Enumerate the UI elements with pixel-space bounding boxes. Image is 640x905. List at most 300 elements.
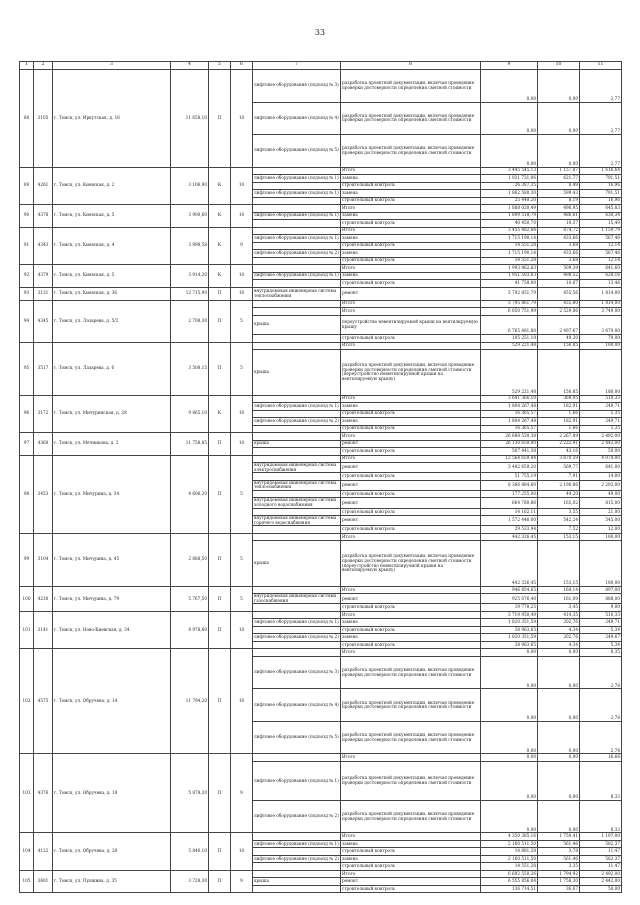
work-type: строительный контроль: [341, 197, 481, 205]
cost-total: 14 551,28: [481, 257, 538, 265]
max-unit-cost: 582,37: [580, 855, 622, 863]
row-number: 91: [20, 227, 34, 265]
work-type: разработка проектной документации, включая проведение проверки достоверности определения сметной стоимости: [341, 135, 481, 168]
house-id: 3172: [34, 395, 53, 433]
unit-cost: 164,14: [538, 586, 580, 594]
cost-total: 0,00: [481, 721, 538, 754]
max-unit-cost: 815,00: [580, 498, 622, 508]
cost-total: 8 366 884,60: [481, 480, 538, 490]
work-type: Итого: [341, 455, 481, 463]
unit-cost: 43,16: [538, 448, 580, 456]
floor-count: 10: [231, 167, 253, 205]
work-type: разработка проектной документации, включая проведение проверки достоверности определения сметной стоимости (переустройство невентилируемой крыши на вентилируемую крышу): [341, 541, 481, 587]
floor-count: 10: [231, 395, 253, 433]
table-row: [20, 287, 622, 300]
work-type: строительный контроль: [341, 626, 481, 634]
engineering-system: [253, 586, 341, 594]
unit-cost: 1 750,41: [538, 833, 580, 841]
cost-total: 26 130 659,00: [481, 440, 538, 448]
work-type: замена: [341, 855, 481, 863]
engineering-system: лифтовое оборудование (подъезд № 4): [253, 102, 341, 135]
house-address: г. Томск, ул. Мичурина, д. 79: [53, 586, 171, 611]
cost-total: 25 440,20: [481, 197, 538, 205]
engineering-system: [253, 227, 341, 235]
house-id: 3141: [34, 611, 53, 649]
work-type: разработка проектной документации, включая проведение проверки достоверности определения сметной стоимости: [341, 70, 481, 103]
wall-material: П: [209, 586, 231, 611]
engineering-system: [253, 870, 341, 878]
register-table-body: [20, 62, 622, 893]
max-unit-cost: 16,96: [580, 182, 622, 190]
max-unit-cost: 2,78: [580, 689, 622, 722]
cost-total: 442 326,45: [481, 533, 538, 541]
cost-total: 0,00: [481, 689, 538, 722]
cost-total: 14 551,28: [481, 863, 538, 871]
max-unit-cost: 2,77: [580, 102, 622, 135]
work-type: замена: [341, 250, 481, 258]
work-type: разработка проектной документации, включая проведение проверки достоверности определения сметной стоимости: [341, 721, 481, 754]
max-unit-cost: 3 749,00: [580, 308, 622, 316]
house-id: 4360: [34, 433, 53, 456]
unit-cost: 1 758,30: [538, 878, 580, 886]
engineering-system: [253, 848, 341, 856]
max-unit-cost: 11,47: [580, 848, 622, 856]
engineering-system: [253, 280, 341, 288]
max-unit-cost: 4 074,00: [580, 455, 622, 463]
table-row: [20, 227, 622, 235]
column-number: 7: [253, 62, 341, 70]
row-number: 97: [20, 433, 34, 456]
cost-total: 1 951 503,63: [481, 272, 538, 280]
column-number: 5: [209, 62, 231, 70]
max-unit-cost: 1 814,00: [580, 300, 622, 308]
engineering-system: [253, 425, 341, 433]
house-area: 3 728,30: [171, 870, 209, 893]
work-type: замена: [341, 190, 481, 198]
work-type: ремонт: [341, 878, 481, 886]
work-type: строительный контроль: [341, 848, 481, 856]
unit-cost: 153,15: [538, 533, 580, 541]
engineering-system: лифтовое оборудование (подъезд № 1): [253, 272, 341, 280]
row-number: 100: [20, 586, 34, 611]
cost-total: 0,00: [481, 135, 538, 168]
engineering-system: лифтовое оборудование (подъезд № 4): [253, 689, 341, 722]
house-area: 3 106,90: [171, 167, 209, 205]
max-unit-cost: 2,77: [580, 70, 622, 103]
unit-cost: 496,95: [538, 205, 580, 213]
wall-material: П: [209, 833, 231, 871]
max-unit-cost: 8,33: [580, 761, 622, 800]
unit-cost: 3,55: [538, 508, 580, 516]
wall-material: П: [209, 287, 231, 300]
engineering-system: [253, 257, 341, 265]
house-address: г. Томск, ул. Мичуринская, д. 28: [53, 395, 171, 433]
engineering-system: [253, 833, 341, 841]
engineering-system: [253, 342, 341, 350]
max-unit-cost: 180,00: [580, 350, 622, 396]
table-row: [20, 70, 622, 103]
work-type: Итого: [341, 300, 481, 308]
cost-total: 14 881,28: [481, 848, 538, 856]
house-id: 4261: [34, 167, 53, 205]
house-address: г. Томск, ул. Обручева, д. 14: [53, 649, 171, 754]
cost-total: 0,00: [481, 761, 538, 800]
house-area: 8 978,60: [171, 611, 209, 649]
max-unit-cost: 641,60: [580, 265, 622, 273]
engineering-system: лифтовое оборудование (подъезд № 3): [253, 70, 341, 103]
work-type: строительный контроль: [341, 220, 481, 228]
house-id: 3104: [34, 533, 53, 586]
work-type: замена: [341, 272, 481, 280]
unit-cost: 433,66: [538, 250, 580, 258]
engineering-system: [253, 626, 341, 634]
floor-count: 10: [231, 265, 253, 288]
floor-count: 9: [231, 227, 253, 265]
engineering-system: [253, 455, 341, 463]
engineering-system: [253, 508, 341, 516]
engineering-system: лифтовое оборудование (подъезд № 2): [253, 800, 341, 833]
table-row: [20, 342, 622, 350]
house-address: г. Томск, ул. Обручева, д. 20: [53, 833, 171, 871]
cost-total: 26 387,35: [481, 182, 538, 190]
unit-cost: 10,37: [538, 220, 580, 228]
cost-total: 5 792 851,79: [481, 287, 538, 300]
max-unit-cost: 2 292,00: [580, 480, 622, 490]
row-number: 105: [20, 870, 34, 893]
max-unit-cost: 897,00: [580, 586, 622, 594]
floor-count: 9: [231, 870, 253, 893]
engineering-system: внутридомовая инженерная система горячего водоснабжения: [253, 516, 341, 526]
unit-cost: 455,56: [538, 287, 580, 300]
work-type: Итого: [341, 227, 481, 235]
work-type: строительный контроль: [341, 490, 481, 498]
column-number: 10: [538, 62, 580, 70]
unit-cost: 44,20: [538, 490, 580, 498]
floor-count: 5: [231, 342, 253, 395]
max-unit-cost: 2,77: [580, 135, 622, 168]
cost-total: 3 641 366,10: [481, 395, 538, 403]
max-unit-cost: 180,00: [580, 342, 622, 350]
cost-total: 6 555 856,04: [481, 878, 538, 886]
house-area: 12 715,90: [171, 287, 209, 300]
unit-cost: 2 190,86: [538, 480, 580, 490]
unit-cost: 561,46: [538, 840, 580, 848]
max-unit-cost: 567,46: [580, 235, 622, 243]
cost-total: 29 533,94: [481, 526, 538, 534]
unit-cost: 599,43: [538, 190, 580, 198]
row-number: 89: [20, 167, 34, 205]
house-area: 11 758,85: [171, 433, 209, 456]
house-area: 2 708,30: [171, 300, 209, 342]
work-type: Итого: [341, 870, 481, 878]
unit-cost: 150,85: [538, 350, 580, 396]
cost-total: 6 850 751,99: [481, 308, 538, 316]
max-unit-cost: 13,46: [580, 280, 622, 288]
work-type: ремонт: [341, 480, 481, 490]
work-type: разработка проектной документации, включая проведение проверки достоверности определения сметной стоимости: [341, 689, 481, 722]
work-type: строительный контроль: [341, 280, 481, 288]
max-unit-cost: 15,49: [580, 220, 622, 228]
work-type: переустройство невентилируемой крыши на вентилируемую крышу: [341, 315, 481, 335]
house-address: г. Томск, ул. Пушкина, д. 35: [53, 870, 171, 893]
wall-material: П: [209, 300, 231, 342]
floor-count: 5: [231, 300, 253, 342]
unit-cost: 2 222,91: [538, 440, 580, 448]
house-area: 11 658,10: [171, 70, 209, 168]
work-type: строительный контроль: [341, 526, 481, 534]
work-type: ремонт: [341, 498, 481, 508]
house-id: 3601: [34, 870, 53, 893]
cost-total: 0,00: [481, 649, 538, 657]
unit-cost: 2 267,89: [538, 433, 580, 441]
house-id: 4575: [34, 649, 53, 754]
max-unit-cost: 14,00: [580, 473, 622, 481]
row-number: 104: [20, 833, 34, 871]
wall-material: К: [209, 205, 231, 228]
work-type: строительный контроль: [341, 410, 481, 418]
max-unit-cost: 791,51: [580, 175, 622, 183]
house-id: 4379: [34, 265, 53, 288]
floor-count: 10: [231, 649, 253, 754]
floor-count: 5: [231, 455, 253, 533]
cost-total: 2 160 511,50: [481, 840, 538, 848]
house-address: г. Томск, ул. Ново-Киевская, д. 34: [53, 611, 171, 649]
house-id: 4345: [34, 300, 53, 342]
house-area: 9 865,10: [171, 395, 209, 433]
unit-cost: 1 794,92: [538, 870, 580, 878]
max-unit-cost: 12,14: [580, 257, 622, 265]
max-unit-cost: 2 442,00: [580, 440, 622, 448]
work-type: разработка проектной документации, включая проведение проверки достоверности определения сметной стоимости: [341, 800, 481, 833]
cost-total: 16 365,57: [481, 410, 538, 418]
unit-cost: 569,77: [538, 463, 580, 473]
max-unit-cost: 791,51: [580, 190, 622, 198]
house-area: 5 767,50: [171, 586, 209, 611]
max-unit-cost: 545,00: [580, 516, 622, 526]
house-id: 3131: [34, 287, 53, 300]
engineering-system: внутридомовая инженерная система холодного водоснабжения: [253, 498, 341, 508]
max-unit-cost: 21,00: [580, 508, 622, 516]
cost-total: 0,00: [481, 754, 538, 762]
max-unit-cost: 641,00: [580, 463, 622, 473]
work-type: разработка проектной документации, включая проведение проверки достоверности определения сметной стоимости: [341, 761, 481, 800]
table-row: [20, 611, 622, 619]
work-type: Итого: [341, 167, 481, 175]
house-address: г. Томск, ул. Обручева, д. 18: [53, 754, 171, 833]
unit-cost: 0,00: [538, 761, 580, 800]
engineering-system: [253, 265, 341, 273]
max-unit-cost: 630,34: [580, 212, 622, 220]
engineering-system: [253, 205, 341, 213]
work-type: Итого: [341, 308, 481, 316]
engineering-system: [253, 641, 341, 649]
table-row: [20, 870, 622, 878]
unit-cost: 2 529,86: [538, 308, 580, 316]
work-type: Итого: [341, 754, 481, 762]
house-address: г. Томск, ул. Лазарева, д. 5/2: [53, 300, 171, 342]
unit-cost: 561,46: [538, 855, 580, 863]
wall-material: П: [209, 754, 231, 833]
max-unit-cost: 79,00: [580, 335, 622, 343]
engineering-system: [253, 863, 341, 871]
table-row: [20, 265, 622, 273]
work-type: Итого: [341, 395, 481, 403]
column-number: 8: [341, 62, 481, 70]
work-type: разработка проектной документации, включая проведение проверки достоверности определения сметной стоимости: [341, 656, 481, 689]
unit-cost: 0,00: [538, 721, 580, 754]
engineering-system: лифтовое оборудование (подъезд № 1): [253, 235, 341, 243]
engineering-system: лифтовое оборудование (подъезд № 1): [253, 212, 341, 220]
engineering-system: лифтовое оборудование (подъезд № 1): [253, 840, 341, 848]
cost-total: 1 820 351,59: [481, 619, 538, 627]
cost-total: 1 804 267,48: [481, 403, 538, 411]
house-address: г. Томск, ул. Лазарева, д. 6: [53, 342, 171, 395]
cost-total: 26 688 530,38: [481, 433, 538, 441]
work-type: ремонт: [341, 516, 481, 526]
max-unit-cost: 510,33: [580, 611, 622, 619]
work-type: строительный контроль: [341, 448, 481, 456]
row-number: 95: [20, 342, 34, 395]
wall-material: П: [209, 870, 231, 893]
house-area: 5 840,10: [171, 833, 209, 871]
engineering-system: лифтовое оборудование (подъезд № 1): [253, 619, 341, 627]
floor-count: 10: [231, 833, 253, 871]
unit-cost: 3,45: [538, 604, 580, 612]
engineering-system: [253, 611, 341, 619]
engineering-system: лифтовое оборудование (подъезд № 2): [253, 250, 341, 258]
column-number: 3: [53, 62, 171, 70]
cost-total: 19 778,25: [481, 604, 538, 612]
work-type: замена: [341, 634, 481, 642]
work-type: строительный контроль: [341, 604, 481, 612]
max-unit-cost: 11,47: [580, 863, 622, 871]
house-address: г. Томск, ул. Мичурина, д. 34: [53, 455, 171, 533]
unit-cost: 455,80: [538, 300, 580, 308]
cost-total: 38 963,65: [481, 626, 538, 634]
wall-material: К: [209, 395, 231, 433]
work-type: Итого: [341, 586, 481, 594]
work-type: Итого: [341, 433, 481, 441]
engineering-system: лифтовое оборудование (подъезд № 5): [253, 135, 341, 168]
house-area: 3 998,58: [171, 227, 209, 265]
page-number: 33: [314, 28, 326, 37]
unit-cost: 3,68: [538, 257, 580, 265]
work-type: Итого: [341, 611, 481, 619]
cost-total: 0,00: [481, 800, 538, 833]
house-id: 4376: [34, 754, 53, 833]
max-unit-cost: 1 159,79: [580, 227, 622, 235]
cost-total: 1 820 351,59: [481, 634, 538, 642]
unit-cost: 202,76: [538, 619, 580, 627]
max-unit-cost: 249,71: [580, 403, 622, 411]
work-type: Итого: [341, 833, 481, 841]
engineering-system: [253, 395, 341, 403]
house-id: 3453: [34, 455, 53, 533]
cost-total: 5 795 861,79: [481, 300, 538, 308]
work-type: ремонт: [341, 440, 481, 448]
column-number: 1: [20, 62, 34, 70]
work-type: строительный контроль: [341, 335, 481, 343]
engineering-system: [253, 473, 341, 481]
cost-total: 529 221,48: [481, 350, 538, 396]
unit-cost: 0,00: [538, 102, 580, 135]
unit-cost: 486,61: [538, 212, 580, 220]
engineering-system: [253, 167, 341, 175]
engineering-system: [253, 448, 341, 456]
house-area: 5 878,20: [171, 754, 209, 833]
work-type: строительный контроль: [341, 425, 481, 433]
unit-cost: 0,00: [538, 70, 580, 103]
floor-count: 10: [231, 611, 253, 649]
cost-total: 925 076,40: [481, 594, 538, 604]
max-unit-cost: 249,71: [580, 619, 622, 627]
work-type: строительный контроль: [341, 242, 481, 250]
engineering-system: лифтовое оборудование (подъезд № 2): [253, 634, 341, 642]
unit-cost: 542,24: [538, 516, 580, 526]
column-number: 11: [580, 62, 622, 70]
house-id: 3517: [34, 342, 53, 395]
house-area: 3 508,15: [171, 342, 209, 395]
max-unit-cost: 249,67: [580, 634, 622, 642]
row-number: 101: [20, 611, 34, 649]
work-type: замена: [341, 235, 481, 243]
max-unit-cost: 628,16: [580, 272, 622, 280]
table-row: [20, 433, 622, 441]
engineering-system: [253, 604, 341, 612]
wall-material: П: [209, 649, 231, 754]
engineering-system: [253, 182, 341, 190]
unit-cost: 150,85: [538, 342, 580, 350]
unit-cost: 153,15: [538, 541, 580, 587]
work-type: Итого: [341, 265, 481, 273]
cost-total: 3 445 545,13: [481, 167, 538, 175]
cost-total: 1 862 580,30: [481, 190, 538, 198]
table-row: [20, 205, 622, 213]
engineering-system: [253, 308, 341, 316]
column-number-row: [20, 62, 622, 70]
floor-count: 10: [231, 287, 253, 300]
wall-material: К: [209, 265, 231, 288]
engineering-system: лифтовое оборудование (подъезд № 1): [253, 761, 341, 800]
floor-count: 5: [231, 533, 253, 586]
floor-count: 10: [231, 433, 253, 456]
house-address: г. Томск, ул. Киевская, д. 4: [53, 227, 171, 265]
cost-total: 2 160 511,50: [481, 855, 538, 863]
wall-material: К: [209, 227, 231, 265]
engineering-system: [253, 410, 341, 418]
max-unit-cost: 2 442,00: [580, 878, 622, 886]
unit-cost: 165,02: [538, 498, 580, 508]
unit-cost: 4,34: [538, 626, 580, 634]
house-id: 4122: [34, 833, 53, 871]
unit-cost: 202,76: [538, 634, 580, 642]
unit-cost: 1 157,87: [538, 167, 580, 175]
cost-total: 1 715 190,14: [481, 235, 538, 243]
cost-total: 0,00: [481, 102, 538, 135]
max-unit-cost: 8,33: [580, 800, 622, 833]
cost-total: 3 482 659,20: [481, 463, 538, 473]
max-unit-cost: 1 616,64: [580, 167, 622, 175]
house-address: г. Томск, ул. Киевская, д. 5: [53, 265, 171, 288]
house-id: 4343: [34, 227, 53, 265]
column-number: 6: [231, 62, 253, 70]
wall-material: П: [209, 70, 231, 168]
work-type: строительный контроль: [341, 257, 481, 265]
engineering-system: лифтовое оборудование (подъезд № 5): [253, 721, 341, 754]
work-type: строительный контроль: [341, 473, 481, 481]
table-row: [20, 455, 622, 463]
work-type: разработка проектной документации, включая проведение проверки достоверности определения сметной стоимости: [341, 102, 481, 135]
